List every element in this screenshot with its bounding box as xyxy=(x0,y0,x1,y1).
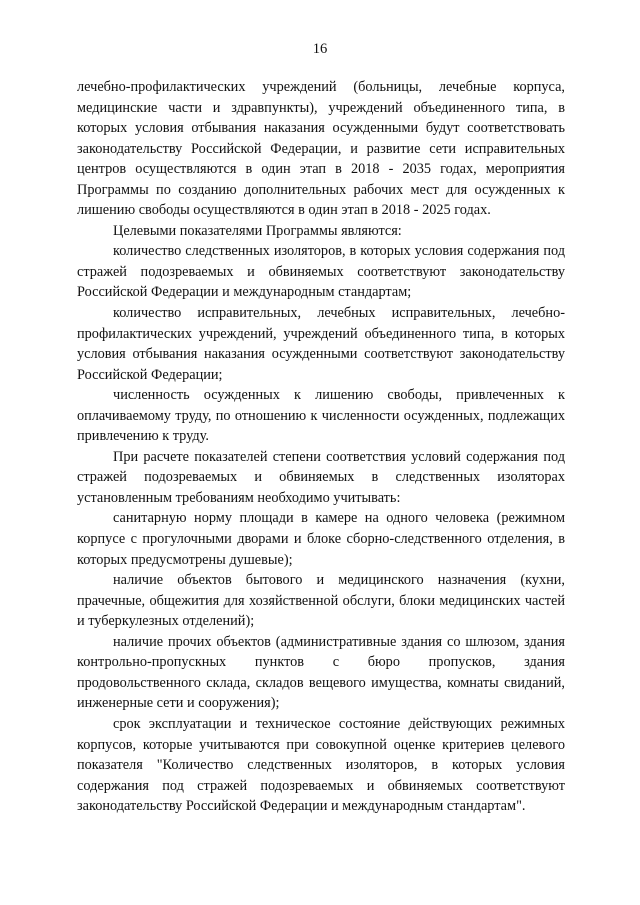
paragraph: наличие объектов бытового и медицинского назначения (кухни, прачечные, общежития для хозяйственной обслуги, блоки медицинских частей и туберкулезных отделений); xyxy=(77,572,565,630)
paragraph: количество исправительных, лечебных исправительных, лечебно-профилактических учреждений, учреждений объединенного типа, в которых условия отбывания наказания осужденными соответствуют законодательству Российской Федерации; xyxy=(77,305,565,383)
paragraph: санитарную норму площади в камере на одного человека (режимном корпусе с прогулочными дворами и блоке сборно-следственного отделения, в которых предусмотрены душевые); xyxy=(77,510,565,568)
paragraph: лечебно-профилактических учреждений (больницы, лечебные корпуса, медицинские части и здравпункты), учреждений объединенного типа, в которых условия отбывания наказания осужденными будут соответствовать законодательству Российской Федерации, и развитие сети исправительных центров осуществляются в один этап в 2018 - 2035 годах, мероприятия Программы по созданию дополнительных рабочих мест для осужденных к лишению свободы осуществляются в один этап в 2018 - 2025 годах. xyxy=(77,79,565,219)
paragraph: Целевыми показателями Программы являются: xyxy=(113,222,402,239)
page-number: 16 xyxy=(312,41,328,57)
paragraph: наличие прочих объектов (административные здания со шлюзом, здания контрольно-пропускных пунктов с бюро пропусков, здания продовольственного склада, складов вещевого имущества, комнаты свиданий, инженерные сети и сооружения); xyxy=(77,633,565,712)
paragraph: При расчете показателей степени соответствия условий содержания под стражей подозреваемых и обвиняемых в следственных изоляторах установленным требованиям необходимо учитывать: xyxy=(77,448,565,506)
paragraph: срок эксплуатации и техническое состояние действующих режимных корпусов, которые учитываются при совокупной оценке критериев целевого показателя "Количество следственных изоляторов, в которых условия содержания под стражей подозреваемых и обвиняемых соответствуют законодательству Российской Федерации и международным стандартам". xyxy=(77,715,565,815)
paragraph: количество следственных изоляторов, в которых условия содержания под стражей подозреваемых и обвиняемых соответствуют законодательству Российской Федерации и международным стандартам; xyxy=(77,243,565,301)
document-body xyxy=(77,77,565,817)
paragraph: численность осужденных к лишению свободы, привлеченных к оплачиваемому труду, по отношению к численности осужденных, подлежащих привлечению к труду. xyxy=(77,387,565,445)
